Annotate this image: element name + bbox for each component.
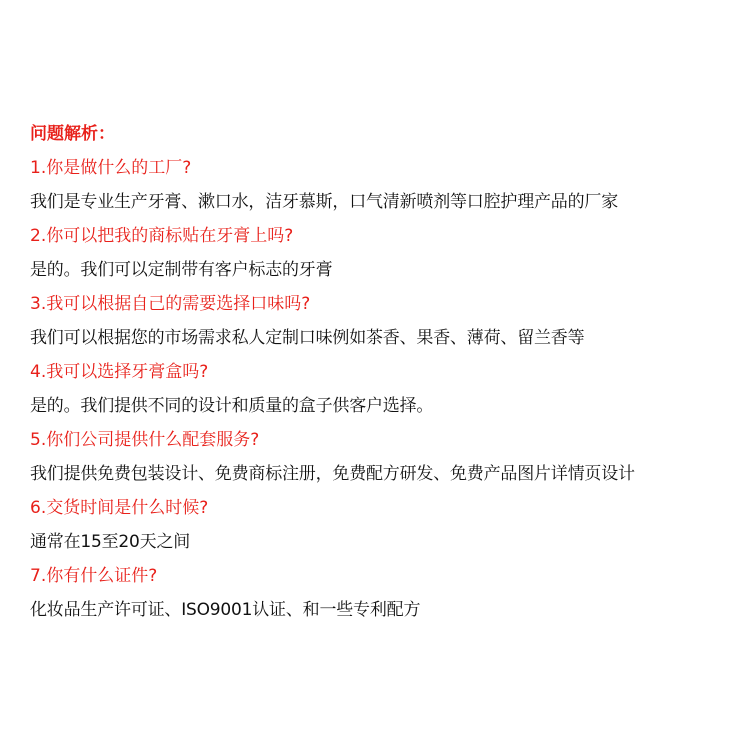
faq-answer-2: 是的。我们可以定制带有客户标志的牙膏 [30, 260, 333, 280]
faq-document [30, 124, 742, 634]
faq-question-1: 1.你是做什么的工厂? [30, 158, 192, 178]
faq-question-4: 4.我可以选择牙膏盒吗? [30, 362, 209, 382]
faq-question-7: 7.你有什么证件? [30, 566, 158, 586]
faq-answer-4: 是的。我们提供不同的设计和质量的盒子供客户选择。 [30, 396, 434, 416]
faq-answer-1: 我们是专业生产牙膏、漱口水，洁牙慕斯，口气清新喷剂等口腔护理产品的厂家 [30, 192, 618, 212]
faq-answer-7: 化妆品生产许可证、ISO9001认证、和一些专利配方 [30, 600, 421, 620]
faq-question-6: 6.交货时间是什么时候? [30, 498, 209, 518]
faq-answer-5: 我们提供免费包装设计、免费商标注册，免费配方研发、免费产品图片详情页设计 [30, 464, 635, 484]
faq-heading: 问题解析： [30, 124, 115, 144]
faq-question-3: 3.我可以根据自己的需要选择口味吗? [30, 294, 311, 314]
faq-question-2: 2.你可以把我的商标贴在牙膏上吗? [30, 226, 294, 246]
faq-question-5: 5.你们公司提供什么配套服务? [30, 430, 260, 450]
faq-answer-6: 通常在15至20天之间 [30, 532, 191, 552]
faq-answer-3: 我们可以根据您的市场需求私人定制口味例如茶香、果香、薄荷、留兰香等 [30, 328, 585, 348]
